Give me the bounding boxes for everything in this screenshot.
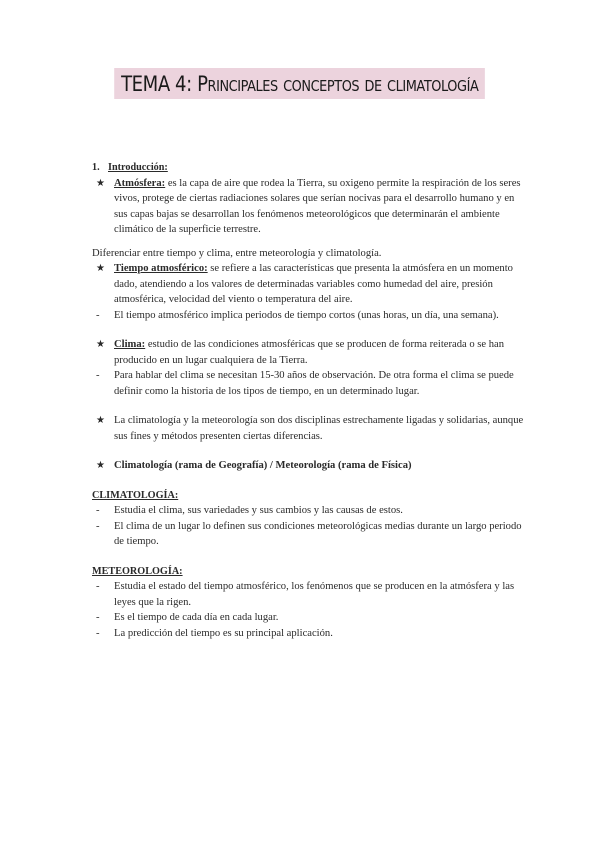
text-clima: estudio de las condiciones atmosféricas que se producen de forma reiterada o se han producido en un lugar cualquiera de la Tierra. bbox=[114, 339, 505, 366]
dash-item-tiempo bbox=[92, 308, 530, 324]
meteorologia-heading: METEOROLOGÍA: bbox=[92, 565, 183, 577]
dash-marker: - bbox=[96, 370, 100, 381]
page-title: TEMA 4: Principales conceptos de climatología bbox=[114, 68, 485, 99]
star-icon: ★ bbox=[96, 263, 105, 274]
bullet-clima bbox=[92, 337, 530, 368]
bullet-disciplinas bbox=[92, 413, 530, 444]
star-icon: ★ bbox=[96, 415, 105, 426]
meteorologia-item-text: Es el tiempo de cada día en cada lugar. bbox=[114, 612, 279, 623]
bullet-atmosfera bbox=[92, 176, 530, 238]
text-atmosfera: es la capa de aire que rodea la Tierra, su oxigeno permite la respiración de los seres vivos, protege de ciertas radiaciones solares que serían nocivas para el desarrollo humano y en sus capas bajas se desarrollan los fenómenos meteorológicos que determinarán el ambiente climático de la superficie terrestre. bbox=[114, 177, 521, 235]
term-atmosfera: Atmósfera: bbox=[114, 177, 166, 189]
climatologia-item-text: El clima de un lugar lo definen sus condiciones meteorológicas medias durante un largo periodo de tiempo. bbox=[114, 520, 522, 547]
bullet-tiempo bbox=[92, 261, 530, 308]
meteorologia-item bbox=[92, 579, 530, 610]
climatologia-heading: CLIMATOLOGÍA: bbox=[92, 489, 179, 501]
section-heading bbox=[92, 160, 530, 176]
title-container bbox=[0, 68, 600, 99]
term-clima: Clima: bbox=[114, 339, 146, 350]
text-tiempo-dash: El tiempo atmosférico implica periodos de tiempo cortos (unas horas, un día, una semana). bbox=[114, 309, 499, 321]
dash-marker: - bbox=[96, 612, 100, 623]
term-tiempo: Tiempo atmosférico: bbox=[114, 263, 208, 274]
text-tiempo: se refiere a las características que presenta la atmósfera en un momento dado, atendiendo a los valores de determinadas variables como humedad del aire, presión atmosférica, velocidad del viento o temperatura del aire. bbox=[114, 263, 513, 305]
climatologia-item-text: Estudia el clima, sus variedades y sus cambios y las causas de estos. bbox=[114, 505, 403, 516]
dash-item-clima bbox=[92, 368, 530, 399]
paragraph-diferenciar: Diferenciar entre tiempo y clima, entre meteorología y climatología. bbox=[92, 247, 382, 259]
dash-marker: - bbox=[96, 520, 100, 532]
meteorologia-item-text: La predicción del tiempo es su principal aplicación. bbox=[114, 627, 333, 639]
climatologia-item bbox=[92, 503, 530, 519]
dash-marker: - bbox=[96, 627, 100, 639]
star-icon: ★ bbox=[96, 177, 105, 189]
meteorologia-item bbox=[92, 626, 530, 642]
meteorologia-item-text: Estudia el estado del tiempo atmosférico, los fenómenos que se producen en la atmósfera y las leyes que la rigen. bbox=[114, 581, 515, 608]
text-disciplinas: La climatología y la meteorología son dos disciplinas estrechamente ligadas y solidarias, aunque sus fines y métodos presenten ciertas diferencias. bbox=[114, 415, 524, 442]
star-icon: ★ bbox=[96, 460, 105, 471]
text-ramas: Climatología (rama de Geografía) / Meteorología (rama de Física) bbox=[114, 460, 412, 471]
document-body bbox=[92, 160, 530, 641]
section-label: Introducción: bbox=[108, 162, 168, 173]
star-icon: ★ bbox=[96, 339, 105, 350]
section-number: 1. bbox=[92, 162, 100, 173]
bullet-ramas bbox=[92, 458, 530, 474]
dash-marker: - bbox=[96, 505, 100, 516]
climatologia-item bbox=[92, 519, 530, 550]
dash-marker: - bbox=[96, 581, 100, 592]
meteorologia-item bbox=[92, 610, 530, 626]
dash-marker: - bbox=[96, 309, 100, 321]
text-clima-dash: Para hablar del clima se necesitan 15-30 años de observación. De otra forma el clima se puede definir como la historia de los tipos de tiempo, en un determinado lugar. bbox=[114, 370, 514, 397]
